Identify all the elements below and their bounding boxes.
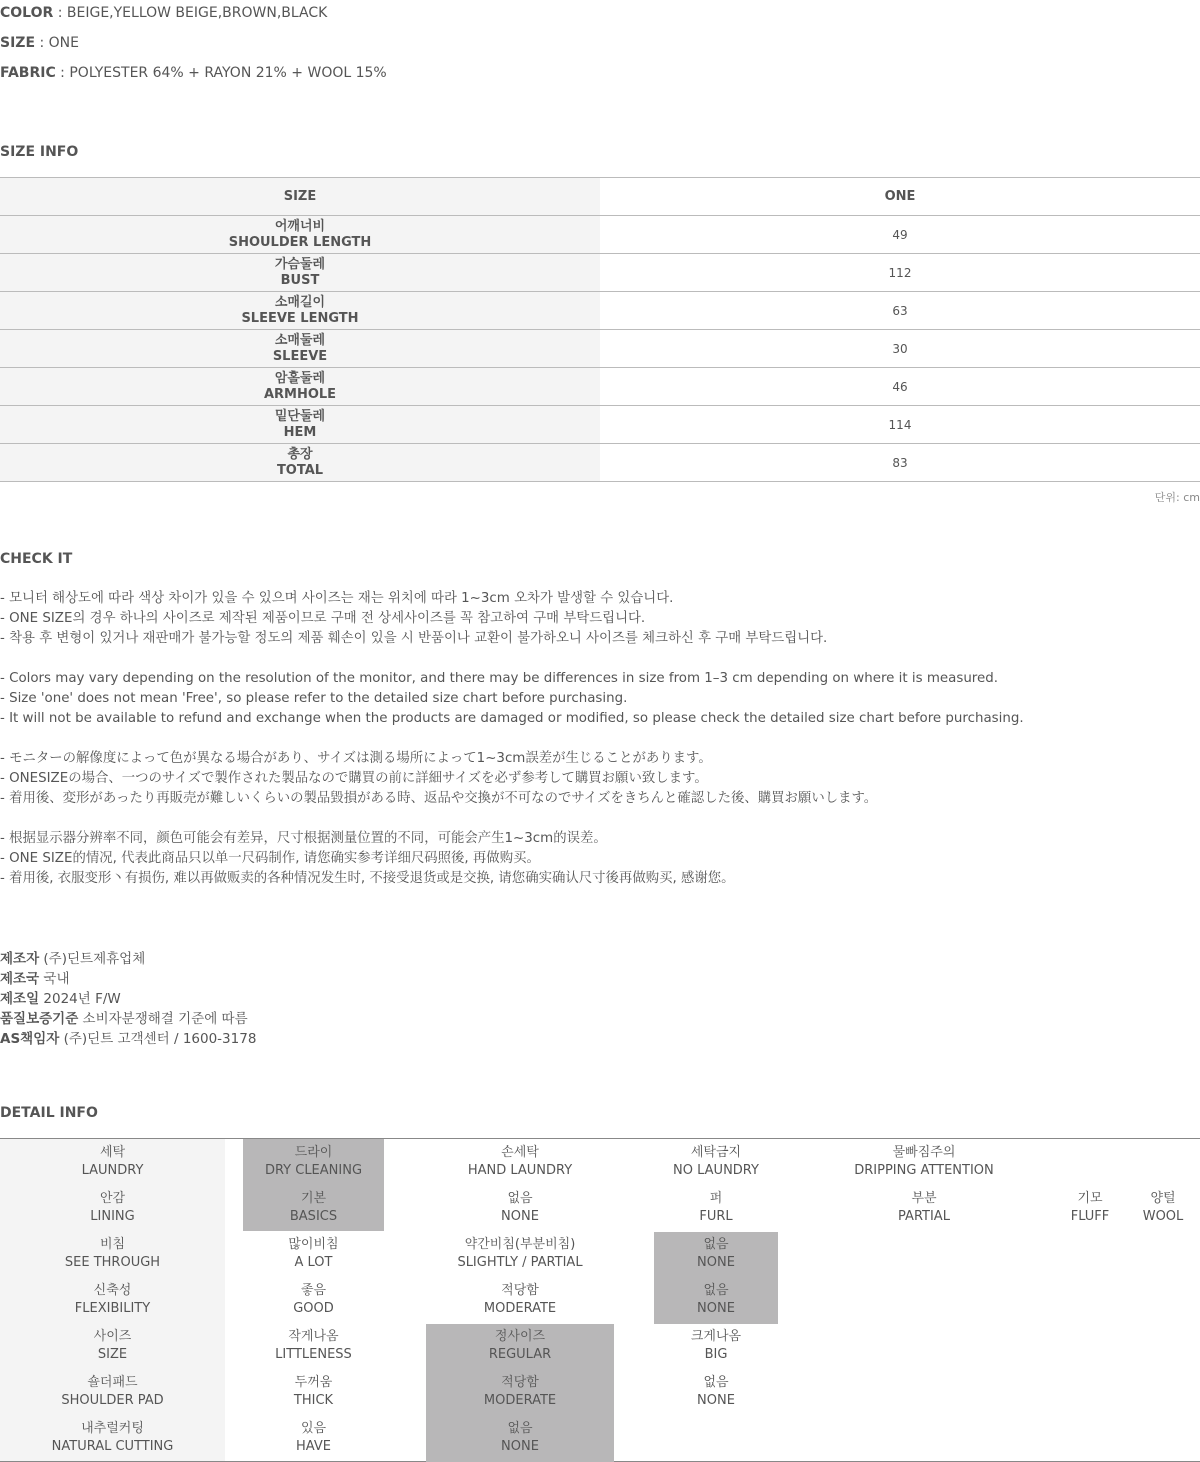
size-row-ko: 암홀둘레 (274, 370, 326, 386)
detail-ko: 크게나옴 (690, 1329, 742, 1344)
detail-en: NONE (697, 1301, 735, 1316)
detail-en: SIZE (97, 1347, 128, 1362)
detail-option (426, 1325, 614, 1367)
table-row (0, 254, 1200, 292)
detail-option (1128, 1187, 1198, 1229)
detail-ko: 좋음 (300, 1283, 327, 1298)
detail-en: REGULAR (488, 1347, 552, 1362)
size-row-en: SLEEVE (272, 348, 328, 364)
detail-label-lining (0, 1187, 225, 1229)
table-row (0, 216, 1200, 254)
size-row-en: ARMHOLE (263, 386, 337, 402)
detail-option (426, 1141, 614, 1183)
detail-en: LITTLENESS (275, 1347, 352, 1362)
detail-label-laundry (0, 1141, 225, 1183)
detail-en: NONE (697, 1255, 735, 1270)
detail-option (654, 1141, 778, 1183)
spec-color (0, 3, 327, 23)
size-row-value: 49 (892, 227, 908, 242)
detail-en: NONE (501, 1439, 539, 1454)
table-row (0, 292, 1200, 330)
size-row-ko: 총장 (287, 446, 313, 462)
maker-label: 제조국 (0, 971, 40, 987)
detail-option (654, 1325, 778, 1367)
unit-note: 단위: cm (1154, 491, 1200, 504)
detail-option (243, 1417, 384, 1459)
detail-info-title: DETAIL INFO (0, 1105, 98, 1121)
size-header-label: SIZE (0, 178, 600, 215)
detail-en: SEE THROUGH (64, 1255, 161, 1270)
maker-value: 국내 (39, 971, 70, 987)
check-notes-chinese (0, 829, 1200, 889)
detail-en: NONE (697, 1393, 735, 1408)
maker-label: 제조자 (0, 951, 40, 967)
detail-en: NATURAL CUTTING (51, 1439, 174, 1454)
detail-ko: 숄더패드 (87, 1375, 138, 1390)
maker-warranty (0, 1009, 248, 1029)
detail-ko: 있음 (300, 1421, 327, 1436)
maker-label: 품질보증기준 (0, 1011, 79, 1027)
spec-size (0, 33, 79, 53)
size-row-ko: 밑단둘레 (274, 408, 326, 424)
size-row-label (0, 330, 600, 367)
size-table-header (0, 178, 1200, 216)
detail-ko: 적당함 (501, 1283, 539, 1298)
detail-en: DRY CLEANING (264, 1163, 363, 1178)
size-row-label (0, 216, 600, 253)
spec-color-value: : BEIGE,YELLOW BEIGE,BROWN,BLACK (53, 5, 328, 21)
note-line: - 着用後, 衣服变形丶有损伤, 难以再做贩卖的各种情况发生时, 不接受退货或是交换, 请您确实确认尺寸後再做购买, 感谢您。 (0, 871, 735, 886)
size-row-value: 63 (892, 303, 908, 318)
detail-option (426, 1417, 614, 1459)
detail-en: FLUFF (1070, 1209, 1110, 1224)
spec-color-label: COLOR (0, 5, 54, 21)
detail-en: BIG (704, 1347, 728, 1362)
note-line: - 着用後、変形があったり再販売が難しいくらいの製品毀損がある時、返品や交換が不可なのでサイズをきちんと確認した後、購買お願いします。 (0, 791, 878, 806)
detail-ko: 정사이즈 (494, 1329, 546, 1344)
detail-option (426, 1279, 614, 1321)
detail-ko: 세탁금지 (690, 1145, 742, 1160)
detail-en: BASICS (289, 1209, 338, 1224)
detail-ko: 없음 (703, 1283, 729, 1298)
detail-ko: 내추럴커팅 (81, 1421, 144, 1436)
detail-option (243, 1279, 384, 1321)
detail-option (243, 1187, 384, 1229)
detail-ko: 드라이 (294, 1145, 333, 1160)
detail-ko: 두꺼움 (294, 1375, 333, 1390)
detail-table (0, 1138, 1200, 1462)
detail-en: SHOULDER PAD (61, 1393, 164, 1408)
detail-en: LINING (90, 1209, 135, 1224)
spec-size-label: SIZE (0, 35, 36, 51)
detail-en: DRIPPING ATTENTION (854, 1163, 994, 1178)
size-row-ko: 가슴둘레 (274, 256, 326, 272)
detail-option (243, 1141, 384, 1183)
detail-option (426, 1187, 614, 1229)
table-row (0, 444, 1200, 482)
detail-en: MODERATE (483, 1393, 557, 1408)
size-row-value: 30 (892, 341, 908, 356)
detail-en: SLIGHTLY / PARTIAL (457, 1255, 583, 1270)
check-notes-japanese (0, 749, 1200, 809)
detail-en: NO LAUNDRY (673, 1163, 759, 1178)
size-row-en: BUST (280, 272, 320, 288)
detail-en: NONE (501, 1209, 539, 1224)
note-line: - ONE SIZE的情况, 代表此商品只以单一尺码制作, 请您确实参考详细尺码照後, 再做购买。 (0, 851, 540, 866)
note-line: - モニターの解像度によって色が異なる場合があり、サイズは測る場所によって1~3cm誤差が生じることがあります。 (0, 751, 712, 766)
spec-fabric (0, 63, 387, 83)
note-line: - 착용 후 변형이 있거나 재판매가 불가능할 정도의 제품 훼손이 있을 시 반품이나 교환이 불가하오니 사이즈를 체크하신 후 구매 부탁드립니다. (0, 631, 828, 646)
table-row (0, 406, 1200, 444)
note-line: - ONESIZEの場合、一つのサイズで製作された製品なので購買の前に詳細サイズを必ず参考して購買お願い致します。 (0, 771, 708, 786)
size-row-ko: 소매둘레 (274, 332, 326, 348)
size-row-ko: 소매길이 (274, 294, 326, 310)
spec-fabric-value: : POLYESTER 64% + RAYON 21% + WOOL 15% (55, 65, 387, 81)
detail-en: FURL (699, 1209, 733, 1224)
size-row-value: 112 (888, 265, 912, 280)
check-it-title: CHECK IT (0, 551, 73, 567)
size-row-en: HEM (283, 424, 317, 440)
size-row-ko: 어깨너비 (274, 218, 326, 234)
detail-ko: 퍼 (709, 1191, 723, 1206)
note-line: - ONE SIZE의 경우 하나의 사이즈로 제작된 제품이므로 구매 전 상세사이즈를 꼭 참고하여 구매 부탁드립니다. (0, 611, 646, 626)
detail-en: HAND LAUNDRY (467, 1163, 573, 1178)
detail-en: PARTIAL (898, 1209, 950, 1224)
size-row-en: SLEEVE LENGTH (241, 310, 359, 326)
detail-ko: 안감 (99, 1191, 126, 1206)
maker-manufacturer (0, 949, 145, 969)
detail-ko: 작게나옴 (288, 1329, 339, 1344)
detail-option (243, 1325, 384, 1367)
size-header-value: ONE (884, 189, 916, 204)
size-row-en: TOTAL (276, 462, 324, 478)
size-row-value: 46 (892, 379, 908, 394)
size-row-value: 83 (892, 455, 908, 470)
detail-option (1055, 1187, 1125, 1229)
maker-value: (주)딘트제휴업체 (39, 951, 146, 967)
size-row-value: 114 (888, 417, 912, 432)
detail-ko: 없음 (507, 1191, 533, 1206)
detail-option (654, 1233, 778, 1275)
detail-en: WOOL (1142, 1209, 1184, 1224)
size-row-en: SHOULDER LENGTH (228, 234, 372, 250)
detail-ko: 없음 (703, 1237, 729, 1252)
note-line: - 根据显示器分辨率不同，颜色可能会有差异，尺寸根据测量位置的不同，可能会产生1~3cm的误差。 (0, 831, 607, 846)
detail-option (426, 1233, 614, 1275)
detail-option (654, 1371, 778, 1413)
maker-date (0, 989, 121, 1009)
detail-option (654, 1187, 778, 1229)
detail-ko: 물빠짐주의 (892, 1145, 956, 1160)
detail-label-shoulder-pad (0, 1371, 225, 1413)
note-line: - Size 'one' does not mean 'Free', so please refer to the detailed size chart before purchasing. (0, 691, 628, 706)
detail-ko: 손세탁 (501, 1145, 539, 1160)
detail-en: LAUNDRY (81, 1163, 144, 1178)
detail-option (824, 1141, 1024, 1183)
maker-label: 제조일 (0, 991, 40, 1007)
maker-country (0, 969, 70, 989)
size-row-label (0, 254, 600, 291)
size-row-label (0, 406, 600, 443)
note-line: - 모니터 해상도에 따라 색상 차이가 있을 수 있으며 사이즈는 재는 위치에 따라 1~3cm 오차가 발생할 수 있습니다. (0, 591, 674, 606)
spec-fabric-label: FABRIC (0, 65, 56, 81)
detail-ko: 신축성 (93, 1283, 132, 1298)
detail-option (824, 1187, 1024, 1229)
detail-en: MODERATE (483, 1301, 557, 1316)
detail-option (243, 1233, 384, 1275)
maker-as-contact (0, 1029, 256, 1049)
size-row-label (0, 292, 600, 329)
detail-ko: 부분 (911, 1191, 937, 1206)
detail-option (243, 1371, 384, 1413)
detail-ko: 기모 (1077, 1191, 1103, 1206)
maker-value: (주)딘트 고객센터 / 1600-3178 (59, 1031, 257, 1047)
detail-ko: 없음 (703, 1375, 729, 1390)
detail-en: FLEXIBILITY (74, 1301, 151, 1316)
detail-ko: 없음 (507, 1421, 533, 1436)
detail-ko: 사이즈 (93, 1329, 132, 1344)
check-notes-english (0, 669, 1200, 729)
detail-ko: 양털 (1150, 1191, 1176, 1206)
detail-ko: 약간비침(부분비침) (464, 1237, 576, 1252)
size-row-label (0, 444, 600, 481)
note-line: - Colors may vary depending on the resolution of the monitor, and there may be differences in size from 1–3 cm depending on where it is measured. (0, 671, 999, 686)
maker-value: 소비자분쟁해결 기준에 따름 (78, 1011, 248, 1027)
detail-ko: 세탁 (99, 1145, 126, 1160)
detail-ko: 적당함 (501, 1375, 539, 1390)
spec-size-value: : ONE (35, 35, 79, 51)
note-line: - It will not be available to refund and exchange when the products are damaged or modified, so please check the detailed size chart before purchasing. (0, 711, 1024, 726)
detail-label-natural-cutting (0, 1417, 225, 1459)
maker-label: AS책임자 (0, 1031, 60, 1047)
table-row (0, 368, 1200, 406)
detail-en: GOOD (293, 1301, 334, 1316)
detail-en: A LOT (294, 1255, 333, 1270)
detail-option (654, 1279, 778, 1321)
maker-value: 2024년 F/W (39, 991, 121, 1007)
detail-en: THICK (293, 1393, 334, 1408)
detail-ko: 비침 (99, 1237, 126, 1252)
detail-label-see-through (0, 1233, 225, 1275)
table-row (0, 330, 1200, 368)
detail-label-size (0, 1325, 225, 1367)
check-notes-korean (0, 589, 1200, 649)
detail-en: HAVE (296, 1439, 331, 1454)
size-table (0, 177, 1200, 482)
detail-ko: 많이비침 (288, 1237, 339, 1252)
detail-option (426, 1371, 614, 1413)
size-row-label (0, 368, 600, 405)
detail-label-flexibility (0, 1279, 225, 1321)
size-info-title: SIZE INFO (0, 144, 79, 160)
detail-ko: 기본 (300, 1191, 327, 1206)
